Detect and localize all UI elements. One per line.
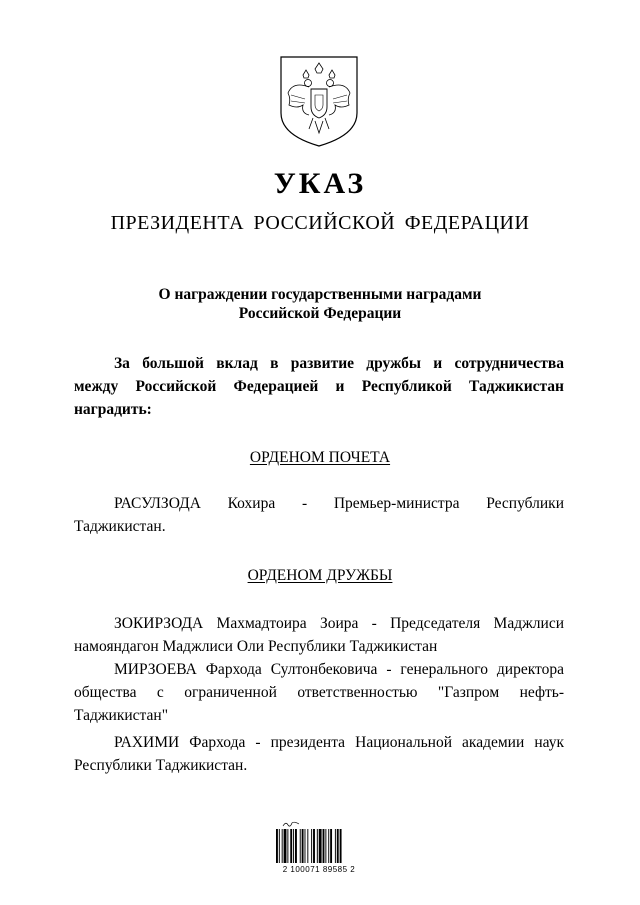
order-of-honour-label: ОРДЕНОМ ПОЧЕТА [249,449,391,466]
signature-mark [282,820,300,828]
barcode-number: 2 100071 89585 2 [282,865,356,874]
order-of-friendship-label: ОРДЕНОМ ДРУЖБЫ [247,567,393,584]
recipient-paragraph: МИРЗОЕВА Фарходa Султонбековича - генерального директора общества с ограниченной ответственностью "Газпром нефть-Таджикистан" [74,661,564,724]
recipient-paragraph: РАХИМИ Фарходa - президента Национальной академии наук Республики Таджикистан. [74,734,564,774]
recipient-paragraph: РАСУЛЗОДА Кохира - Премьер-министра Республики Таджикистан. [74,495,564,535]
barcode-bars [276,829,362,863]
decree-heading [0,285,640,323]
decree-heading-line-1: О награждении государственными наградами [158,286,482,303]
document-subtitle: ПРЕЗИДЕНТА РОССИЙСКОЙ ФЕДЕРАЦИИ [110,212,530,234]
order-of-honour-title [0,448,640,468]
intro-paragraph: За большой вклад в развитие дружбы и сотрудничества между Российской Федерацией и Республикой Таджикистан наградить: [74,355,564,418]
decree-heading-line-2: Российской Федерации [238,305,402,322]
barcode [276,820,362,878]
coat-of-arms-icon [279,55,359,148]
recipient-paragraph: ЗОКИРЗОДА Махмадтоира Зоира - Председателя Маджлиси намояндагон Маджлиси Оли Республики Таджикистан [74,615,564,655]
order-of-friendship-title [0,566,640,586]
document-title: УКАЗ [273,167,367,200]
